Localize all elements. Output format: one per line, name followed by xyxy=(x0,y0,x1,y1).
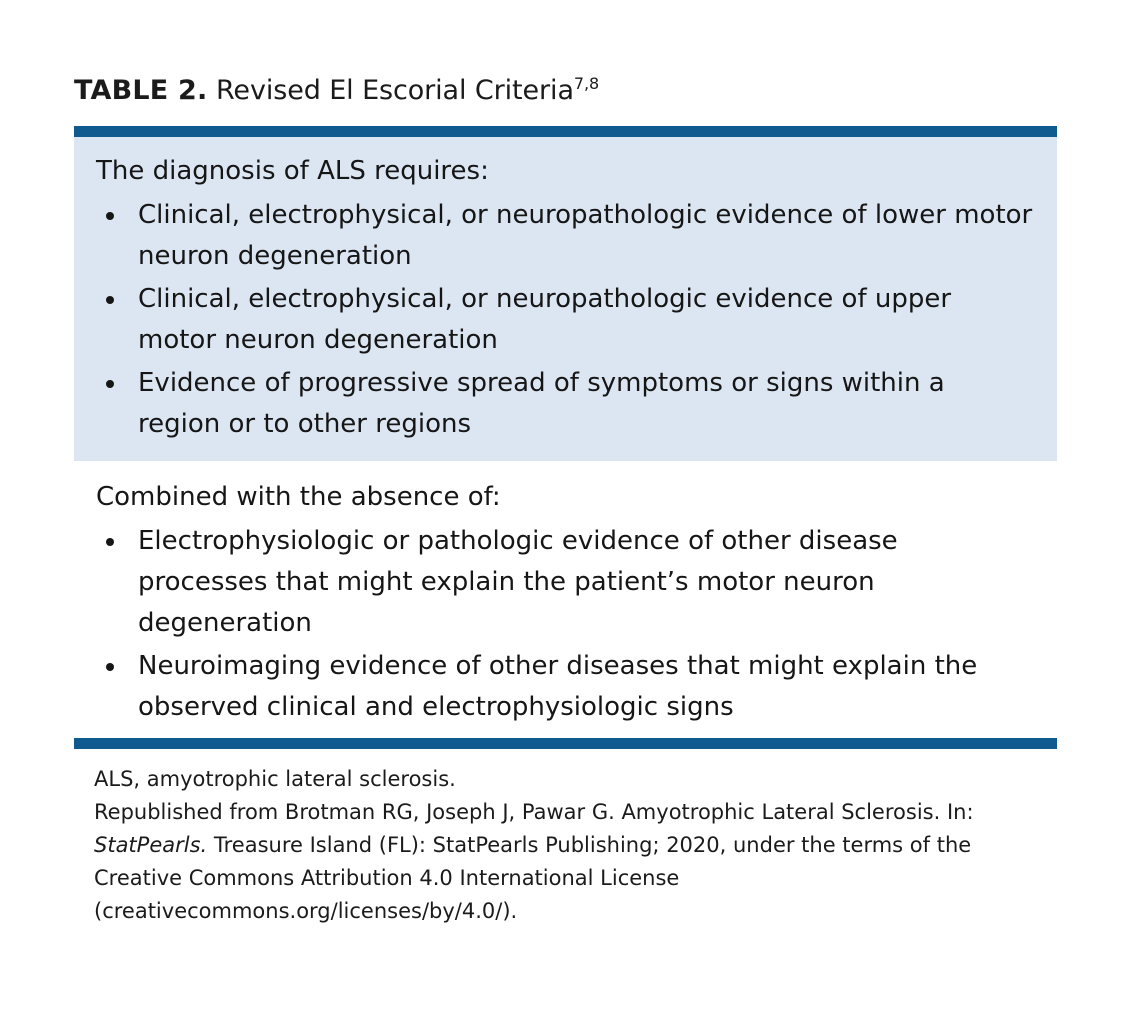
list-item xyxy=(94,521,1035,644)
footnote-source-part2: Treasure Island (FL): StatPearls Publishing; 2020, under the terms of the Creative Commons Attribution 4.0 International License (creativecommons.org/licenses/by/4.0/). xyxy=(94,833,972,923)
list-item-text: Neuroimaging evidence of other diseases that might explain the observed clinical and electrophysiologic signs xyxy=(138,651,978,722)
table-2-block xyxy=(74,74,1057,928)
list-item xyxy=(94,195,1035,277)
table-section-absence xyxy=(74,461,1057,738)
list-item xyxy=(94,279,1035,361)
bullet-dot-icon xyxy=(106,380,114,388)
list-item-text: Electrophysiologic or pathologic evidence of other disease processes that might explain the patient’s motor neuron degeneration xyxy=(138,526,898,638)
bullet-list-absence xyxy=(94,521,1035,728)
list-item-text: Clinical, electrophysical, or neuropathologic evidence of lower motor neuron degeneration xyxy=(138,200,1033,271)
section-lead-absence: Combined with the absence of: xyxy=(96,482,501,512)
table-caption-title: Revised El Escorial Criteria xyxy=(215,75,574,106)
bullet-list-requires xyxy=(94,195,1035,445)
bullet-dot-icon xyxy=(106,212,114,220)
table-caption-label: TABLE 2. xyxy=(74,75,208,106)
list-item-text: Evidence of progressive spread of symptoms or signs within a region or to other regions xyxy=(138,368,945,439)
list-item xyxy=(94,646,1035,728)
table-bottom-rule xyxy=(74,738,1057,749)
bullet-dot-icon xyxy=(106,538,114,546)
table-top-rule xyxy=(74,126,1057,137)
footnote-source-italic: StatPearls. xyxy=(94,833,208,857)
bullet-dot-icon xyxy=(106,663,114,671)
table-section-requires xyxy=(74,137,1057,461)
footnote-source xyxy=(94,796,1051,928)
table-caption xyxy=(74,74,1057,108)
section-lead-requires: The diagnosis of ALS requires: xyxy=(96,156,489,186)
footnote-abbreviation: ALS, amyotrophic lateral sclerosis. xyxy=(94,767,456,791)
list-item xyxy=(94,363,1035,445)
table-caption-reference-superscript: 7,8 xyxy=(573,74,600,93)
bullet-dot-icon xyxy=(106,296,114,304)
footnote-source-part1: Republished from Brotman RG, Joseph J, Pawar G. Amyotrophic Lateral Sclerosis. In: xyxy=(94,800,974,824)
table-footnotes xyxy=(74,749,1057,928)
list-item-text: Clinical, electrophysical, or neuropathologic evidence of upper motor neuron degeneration xyxy=(138,284,952,355)
